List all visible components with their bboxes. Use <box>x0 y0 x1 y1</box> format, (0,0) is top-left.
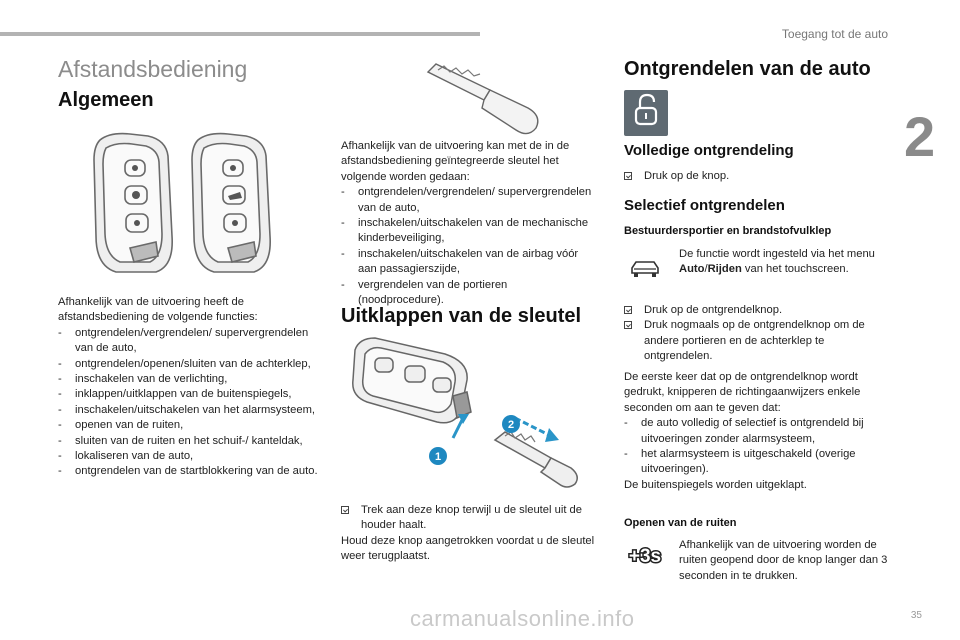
callout-2: 2 <box>507 419 515 431</box>
list-item: - openen van de ruiten, <box>58 419 184 432</box>
watermark: carmanualsonline.info <box>410 606 635 631</box>
header-bar <box>0 32 480 36</box>
middle-body <box>341 139 596 308</box>
list-item: - inschakelen van de verlichting, <box>58 373 228 386</box>
list-item: - lokaliseren van de auto, <box>58 450 194 463</box>
checkbox-bullet-icon <box>624 306 632 314</box>
list-item: - ontgrendelen/openen/sluiten van de achterklep, <box>58 357 311 370</box>
list-item: - inklappen/uitklappen van de buitenspiegels, <box>58 388 292 401</box>
list-item: - sluiten van de ruiten en het schuif-/ kanteldak, <box>58 434 303 447</box>
key-blade-icon <box>418 60 548 140</box>
section-title-algemeen: Algemeen <box>58 89 154 111</box>
three-seconds-label: +3s <box>628 546 662 567</box>
chapter-number: 2 <box>904 105 936 168</box>
checkbox-bullet-icon <box>624 321 632 329</box>
step-item: Trek aan deze knop terwijl u de sleutel uit de houder haalt. <box>341 503 596 534</box>
list-item: - inschakelen/uitschakelen van het alarmsysteem, <box>58 403 316 416</box>
right-sub2-steps <box>624 303 894 365</box>
list-item: - ontgrendelen/vergrendelen/ supervergrendelen van de auto, <box>58 326 309 355</box>
callout-1: 1 <box>434 451 442 463</box>
middle-note: Houd deze knop aangetrokken voordat u de sleutel weer terugplaatst. <box>341 534 595 563</box>
middle-steps <box>341 503 596 565</box>
section-title-ontgrendelen: Ontgrendelen van de auto <box>624 58 871 80</box>
chapter-title: Toegang tot de auto <box>781 27 888 41</box>
car-icon <box>628 257 662 281</box>
key-unfold-illustration <box>345 330 595 500</box>
step-item: Druk op de knop. <box>624 169 894 184</box>
key-fob-illustration <box>70 126 320 286</box>
checkbox-bullet-icon <box>624 172 632 180</box>
unlock-icon <box>624 90 668 136</box>
left-intro: Afhankelijk van de uitvoering heeft de afstandsbediening de volgende functies: <box>58 296 258 324</box>
list-item: - de auto volledig of selectief is ontgrendeld bij uitvoeringen zonder alarmsysteem, <box>624 417 864 445</box>
key-unfold-diagram <box>345 330 595 500</box>
section-title-uitklappen: Uitklappen van de sleutel <box>341 305 582 327</box>
subsection-volledige: Volledige ontgrendeling <box>624 142 794 159</box>
list-item: - ontgrendelen/vergrendelen/ supervergrendelen van de auto, <box>341 186 592 214</box>
key-fob-icon <box>70 126 320 286</box>
page-title: Afstandsbediening <box>58 56 248 82</box>
right-para: De eerste keer dat op de ontgrendelknop wordt gedrukt, knipperen de richtingaanwijzers enkele seconden om aan te geven dat: - de auto volledig of selectief is ontgrendeld bij uitvoeringen zonder alarmsysteem, - het alarmsysteem is uitgeschakeld (overige uitvoeringen). De buitenspiegels worden uitgeklapt. <box>624 370 894 493</box>
list-item: - het alarmsysteem is uitgeschakeld (overige uitvoeringen). <box>624 448 856 476</box>
step-item: Druk nogmaals op de ontgrendelknop om de andere portieren en de achterklep te ontgrendelen. <box>624 318 894 364</box>
checkbox-bullet-icon <box>341 506 349 514</box>
subsection-bestuurdersportier: Bestuurdersportier en brandstofvulklep <box>624 225 832 237</box>
three-seconds-icon <box>624 540 666 570</box>
subsection-ruiten: Openen van de ruiten <box>624 517 737 529</box>
page-number: 35 <box>910 610 922 621</box>
list-item: - inschakelen/uitschakelen van de mechanische kinderbeveiliging, <box>341 217 589 245</box>
key-blade-illustration <box>418 60 548 140</box>
right-sub3-text: Afhankelijk van de uitvoering worden de ruiten geopend door de knop langer dan 3 seconden in te drukken. <box>679 539 888 582</box>
middle-intro: Afhankelijk van de uitvoering kan met de in de afstandsbediening geïntegreerde sleutel het volgende worden gedaan: <box>341 140 570 183</box>
step-item: Druk op de ontgrendelknop. <box>624 303 894 318</box>
list-item: - ontgrendelen van de startblokkering van de auto. <box>58 465 318 478</box>
list-item: - inschakelen/uitschakelen van de airbag vóór aan passagierszijde, <box>341 247 579 276</box>
right-sub1-body <box>624 169 894 184</box>
list-item: - vergrendelen van de portieren (noodprocedure). <box>341 278 508 307</box>
subsection-selectief: Selectief ontgrendelen <box>624 197 785 214</box>
left-body <box>58 295 320 480</box>
right-sub2-info: De functie wordt ingesteld via het menu Auto/Rijden van het touchscreen. <box>679 248 875 276</box>
